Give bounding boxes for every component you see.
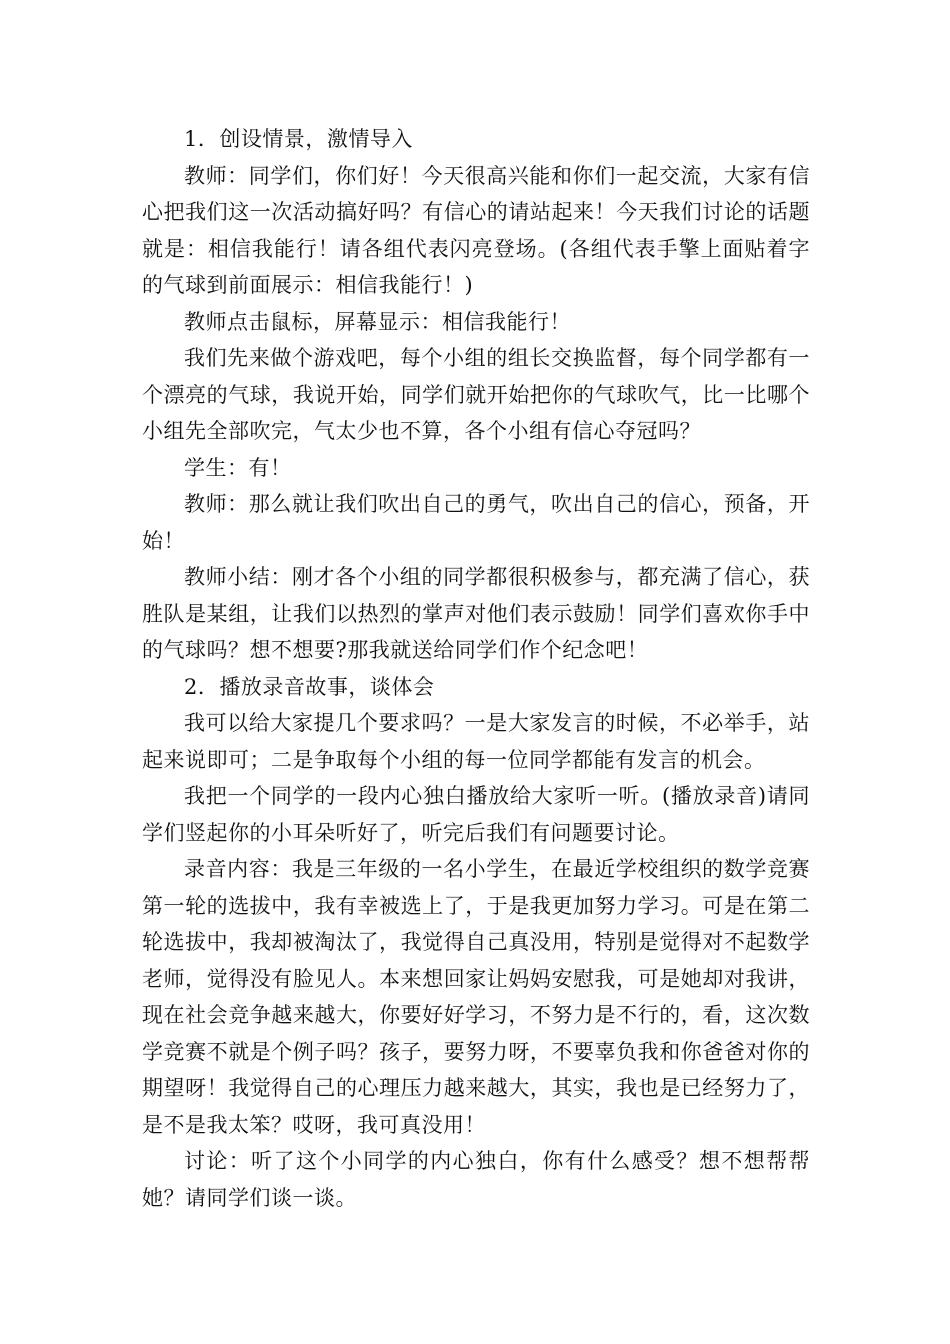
- paragraph-student-answer: 学生：有！: [184, 455, 292, 480]
- section-heading-1: 1．创设情景，激情导入: [184, 127, 413, 151]
- paragraph-teacher-greeting: 教师：同学们，你们好！今天很高兴能和你们一起交流，大家有信心把我们这一次活动搞好吗？有信心的请站起来！今天我们讨论的话题就是：相信我能行！请各组代表闪亮登场。(各组代表手擎上面贴着字的气球到前面展示：相信我能行！): [142, 163, 810, 297]
- paragraph-play-recording: 我把一个同学的一段内心独白播放给大家听一听。(播放录音)请同学们竖起你的小耳朵听好了，听完后我们有问题要讨论。: [142, 784, 810, 845]
- paragraph-screen-display: 教师点击鼠标，屏幕显示：相信我能行！: [184, 309, 571, 334]
- section-heading-2: 2．播放录音故事，谈体会: [184, 674, 435, 699]
- paragraph-balloon-game: 我们先来做个游戏吧，每个小组的组长交换监督，每个同学都有一个漂亮的气球，我说开始，同学们就开始把你的气球吹气，比一比哪个小组先全部吹完，气太少也不算，各个小组有信心夺冠吗？: [142, 346, 810, 443]
- paragraph-teacher-summary: 教师小结：刚才各个小组的同学都很积极参与，都充满了信心，获胜队是某组，让我们以热烈的掌声对他们表示鼓励！同学们喜欢你手中的气球吗？想不想要?那我就送给同学们作个纪念吧！: [142, 565, 810, 662]
- paragraph-requirements: 我可以给大家提几个要求吗？一是大家发言的时候，不必举手，站起来说即可；二是争取每个小组的每一位同学都能有发言的机会。: [142, 711, 810, 772]
- document-body: [142, 121, 810, 1216]
- paragraph-teacher-start: 教师：那么就让我们吹出自己的勇气，吹出自己的信心，预备，开始！: [142, 492, 810, 553]
- paragraph-recording-content: 录音内容：我是三年级的一名小学生，在最近学校组织的数学竞赛第一轮的选拔中，我有幸被选上了，于是我更加努力学习。可是在第二轮选拔中，我却被淘汰了，我觉得自己真没用，特别是觉得对不起数学老师，觉得没有脸见人。本来想回家让妈妈安慰我，可是她却对我讲，现在社会竞争越来越大，你要好好学习，不努力是不行的，看，这次数学竞赛不就是个例子吗？孩子，要努力呀，不要辜负我和你爸爸对你的期望呀！我觉得自己的心理压力越来越大，其实，我也是已经努力了，是不是我太笨？哎呀，我可真没用！: [142, 857, 810, 1137]
- paragraph-discussion: 讨论：听了这个小同学的内心独白，你有什么感受？想不想帮帮她？请同学们谈一谈。: [142, 1149, 810, 1210]
